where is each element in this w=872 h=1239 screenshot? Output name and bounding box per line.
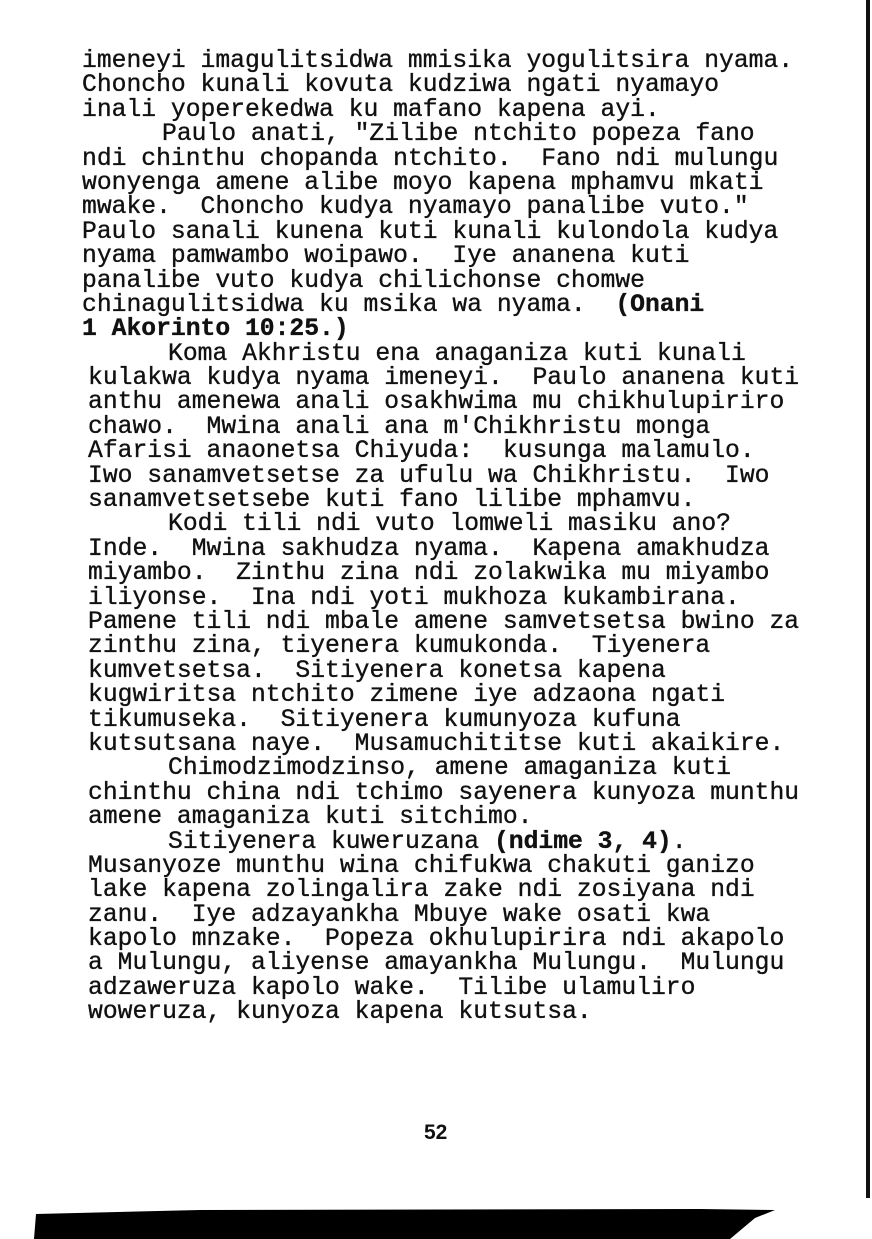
- text-line: [82, 412, 842, 441]
- text-segment: Chimodzimodzinso, amene amaganiza kuti: [168, 754, 731, 783]
- text-segment: tikumuseka. Sitiyenera kumunyoza kufuna: [88, 705, 681, 734]
- text-segment: Kodi tili ndi vuto lomweli masiku ano?: [168, 510, 731, 539]
- text-line: [82, 778, 842, 807]
- text-line: [82, 71, 842, 100]
- text-segment: zanu. Iye adzayankha Mbuye wake osati kwa: [88, 900, 711, 929]
- text-segment: chinthu china ndi tchimo sayenera kunyoza munthu: [88, 778, 800, 807]
- bold-reference: (ndime 3, 4): [493, 827, 672, 856]
- text-segment: woweruza, kunyoza kapena kutsutsa.: [88, 998, 592, 1027]
- text-segment: zinthu zina, tiyenera kumukonda. Tiyenera: [88, 632, 711, 661]
- text-line: [82, 168, 842, 197]
- text-line: [82, 339, 842, 368]
- text-line: [82, 632, 842, 661]
- text-segment: chawo. Mwina anali ana m'Chikhristu monga: [88, 412, 711, 441]
- text-segment: Afarisi anaonetsa Chiyuda: kusunga malamulo.: [88, 437, 755, 466]
- text-segment: wonyenga amene alibe moyo kapena mphamvu mkati: [82, 168, 764, 197]
- text-segment: Koma Akhristu ena anaganiza kuti kunali: [168, 339, 746, 368]
- text-line: [82, 925, 842, 954]
- text-segment: chinagulitsidwa ku msika wa nyama.: [82, 290, 616, 319]
- text-segment: kumvetsetsa. Sitiyenera konetsa kapena: [88, 656, 666, 685]
- text-line: [82, 120, 842, 149]
- text-segment: ndi chinthu chopanda ntchito. Fano ndi mulungu: [82, 144, 779, 173]
- text-line: [82, 681, 842, 710]
- text-line: [82, 851, 842, 880]
- text-segment: Paulo sanali kunena kuti kunali kulondola kudya: [82, 217, 779, 246]
- text-line: [82, 827, 842, 856]
- bold-reference: 1 Akorinto 10:25.): [82, 315, 349, 344]
- bold-reference: (Onani: [615, 290, 705, 319]
- text-segment: Pamene tili ndi mbale amene samvetsetsa bwino za: [88, 607, 800, 636]
- text-line: [82, 266, 842, 295]
- text-segment: Iwo sanamvetsetse za ufulu wa Chikhristu. Iwo: [88, 461, 770, 490]
- text-segment: miyambo. Zinthu zina ndi zolakwika mu miyambo: [88, 559, 770, 588]
- text-line: [82, 973, 842, 1002]
- text-line: [82, 754, 842, 783]
- text-line: [82, 242, 842, 271]
- text-line: [82, 388, 842, 417]
- text-segment: kugwiritsa ntchito zimene iye adzaona ngati: [88, 681, 726, 710]
- text-line: [82, 803, 842, 832]
- text-segment: anthu amenewa anali osakhwima mu chikhulupiriro: [88, 388, 785, 417]
- scan-shadow-bar: [0, 1200, 872, 1239]
- text-line: [82, 49, 842, 73]
- text-segment: inali yoperekedwa ku mafano kapena ayi.: [82, 95, 660, 124]
- text-line: [82, 437, 842, 466]
- text-segment: Sitiyenera kuweruzana: [168, 827, 494, 856]
- text-segment: iliyonse. Ina ndi yoti mukhoza kukambirana.: [88, 583, 740, 612]
- text-line: [82, 95, 842, 124]
- text-segment: sanamvetsetsebe kuti fano lilibe mphamvu.: [88, 486, 696, 515]
- body-text: [82, 49, 842, 1025]
- text-segment: mwake. Choncho kudya nyamayo panalibe vuto.": [82, 193, 749, 222]
- text-line: [82, 510, 842, 539]
- scan-shadow-shape: [34, 1209, 775, 1239]
- text-line: [82, 364, 842, 393]
- text-line: [82, 290, 842, 319]
- text-segment: Choncho kunali kovuta kudziwa ngati nyamayo: [82, 71, 720, 100]
- text-segment: amene amaganiza kuti sitchimo.: [88, 803, 533, 832]
- text-segment: kutsutsana naye. Musamuchititse kuti akaikire.: [88, 729, 785, 758]
- text-line: [82, 583, 842, 612]
- text-segment: panalibe vuto kudya chilichonse chomwe: [82, 266, 645, 295]
- text-segment: imeneyi imagulitsidwa mmisika yogulitsira nyama.: [82, 47, 794, 75]
- text-segment: Paulo anati, "Zilibe ntchito popeza fano: [162, 120, 755, 149]
- scan-edge-line: [866, 0, 870, 1198]
- text-line: [82, 729, 842, 758]
- text-line: [82, 193, 842, 222]
- text-segment: kapolo mnzake. Popeza okhulupirira ndi akapolo: [88, 925, 785, 954]
- text-segment: Inde. Mwina sakhudza nyama. Kapena amakhudza: [88, 534, 770, 563]
- text-segment: lake kapena zolingalira zake ndi zosiyana ndi: [88, 876, 755, 905]
- page-number: 52: [424, 1121, 448, 1144]
- text-line: [82, 486, 842, 515]
- text-line: [82, 534, 842, 563]
- text-line: [82, 315, 842, 344]
- text-line: [82, 949, 842, 978]
- text-line: [82, 144, 842, 173]
- text-segment: Musanyoze munthu wina chifukwa chakuti ganizo: [88, 851, 755, 880]
- text-line: [82, 998, 842, 1027]
- text-line: [82, 900, 842, 929]
- text-line: [82, 705, 842, 734]
- text-line: [82, 876, 842, 905]
- text-line: [82, 559, 842, 588]
- text-line: [82, 607, 842, 636]
- text-line: [82, 461, 842, 490]
- text-segment: adzaweruza kapolo wake. Tilibe ulamuliro: [88, 973, 696, 1002]
- text-line: [82, 656, 842, 685]
- text-segment: .: [671, 827, 687, 856]
- text-line: [82, 217, 842, 246]
- text-segment: nyama pamwambo woipawo. Iye ananena kuti: [82, 242, 690, 271]
- text-segment: a Mulungu, aliyense amayankha Mulungu. Mulungu: [88, 949, 785, 978]
- text-segment: kulakwa kudya nyama imeneyi. Paulo ananena kuti: [88, 364, 800, 393]
